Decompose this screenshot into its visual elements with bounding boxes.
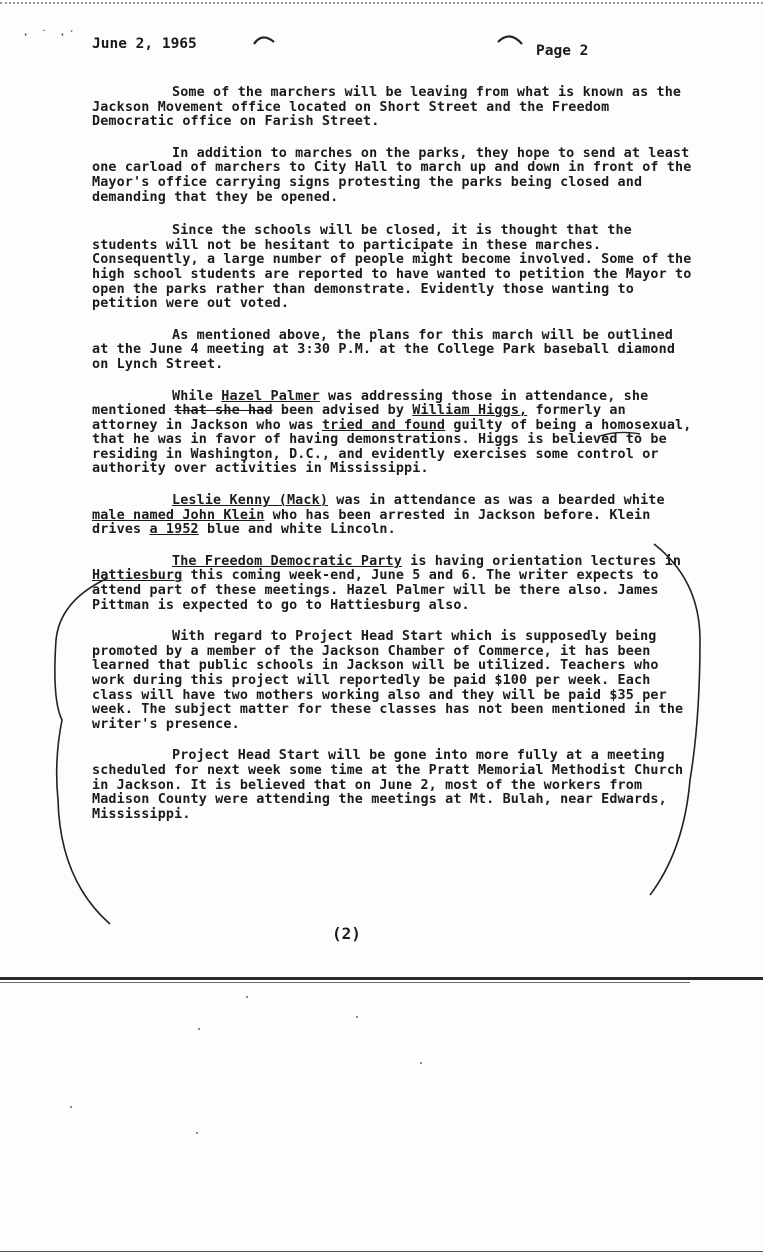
scan-speck	[198, 1028, 200, 1030]
text-run: blue and white Lincoln.	[198, 522, 396, 538]
text-run: is having orientation lectures in	[401, 553, 682, 569]
page-divider-shadow	[0, 982, 690, 983]
scan-speck	[196, 1132, 198, 1134]
margin-bracket-right	[650, 544, 700, 895]
paragraph-city-hall: In addition to marches on the parks, they hope to send at least one carload of marchers to City Hall to march up and down in front of the Mayor's office carrying signs protesting the parks being closed and demanding that they be opened.	[92, 145, 692, 205]
underlined-tried: tried and found	[321, 417, 446, 433]
scan-specks: · ˙ ·ˊ	[22, 28, 78, 42]
text-run: While	[172, 388, 222, 404]
margin-bracket-left	[55, 578, 110, 924]
page-number: Page 2	[536, 43, 589, 59]
paragraph-march-plans: As mentioned above, the plans for this march will be outlined at the June 4 meeting at 3:30 P.M. at the College Park baseball diamond on Lynch Street.	[92, 327, 676, 372]
underlined-freedom-democratic-party: The Freedom Democratic Party	[172, 553, 402, 569]
higgs-underline-mark	[600, 432, 640, 436]
underlined-name-john-klein: male named John Klein	[92, 507, 265, 523]
scan-speck	[420, 1062, 422, 1064]
text-run: been advised by	[272, 403, 413, 419]
page-divider	[0, 977, 763, 980]
header-tick-right	[498, 36, 522, 44]
paragraph-marchers-leaving: Some of the marchers will be leaving from what is known as the Jackson Movement office located on Short Street and the Freedom Democratic office on Farish Street.	[92, 85, 682, 130]
text-run: was addressing those in attendance, she mentioned	[92, 388, 649, 419]
paragraph-head-start: With regard to Project Head Start which is supposedly being promoted by a member of the Jackson Chamber of Commerce, it has been learned that public schools in Jackson will be utilized. Teachers who work during this project will reportedly be paid $100 per week. Each class will have two mothers working also and they will be paid $35 per week. The subject matter for these classes has not been mentioned in the writer's presence.	[92, 629, 684, 732]
scan-speck	[356, 1016, 358, 1018]
paragraph-schools-closed: Since the schools will be closed, it is thought that the students will not be hesitant to participate in these marches. Consequently, a large number of people might become involved. Some of the high school students are reported to have wanted to petition the Mayor to open the parks rather than demonstrate. Evidently those wanting to petition were out voted.	[92, 223, 692, 312]
scan-speck	[246, 996, 248, 998]
underlined-name-leslie-kenny: Leslie Kenny (Mack)	[172, 493, 329, 509]
header-tick-left	[254, 37, 274, 44]
struck-text: that she had	[174, 403, 273, 419]
memo-date: June 2, 1965	[92, 36, 197, 52]
text-run: guilty of being a homosexual, that he was in favor of having demonstrations. Higgs is believed to be residing in Washington, D.C., and evidently exercises some control or authority over activities in Mississippi.	[92, 417, 692, 477]
scan-speck	[70, 1106, 72, 1108]
footer-page-mark: (2)	[332, 924, 361, 943]
text-run: was in attendance as was a bearded white	[328, 493, 665, 509]
bottom-edge	[0, 1251, 763, 1252]
text-run: who has been arrested in Jackson before. Klein drives	[92, 507, 651, 538]
paragraph-head-start-meeting: Project Head Start will be gone into more fully at a meeting scheduled for next week some time at the Pratt Memorial Methodist Church in Jackson. It is believed that on June 2, most of the workers from Madison County were attending the meetings at Mt. Bulah, near Edwards, Mississippi.	[92, 748, 684, 822]
underlined-year: a 1952	[149, 522, 199, 538]
text-run: formerly an attorney in Jackson who was	[92, 403, 626, 433]
underlined-name-hazel-palmer: Hazel Palmer	[221, 388, 320, 404]
text-run: this coming week-end, June 5 and 6. The writer expects to attend part of these meetings. Hazel Palmer will be there also. James Pittman is expected to go to Hattiesburg also.	[92, 568, 659, 613]
underlined-hattiesburg: Hattiesburg	[92, 568, 183, 584]
underlined-name-william-higgs: William Higgs,	[412, 403, 528, 419]
